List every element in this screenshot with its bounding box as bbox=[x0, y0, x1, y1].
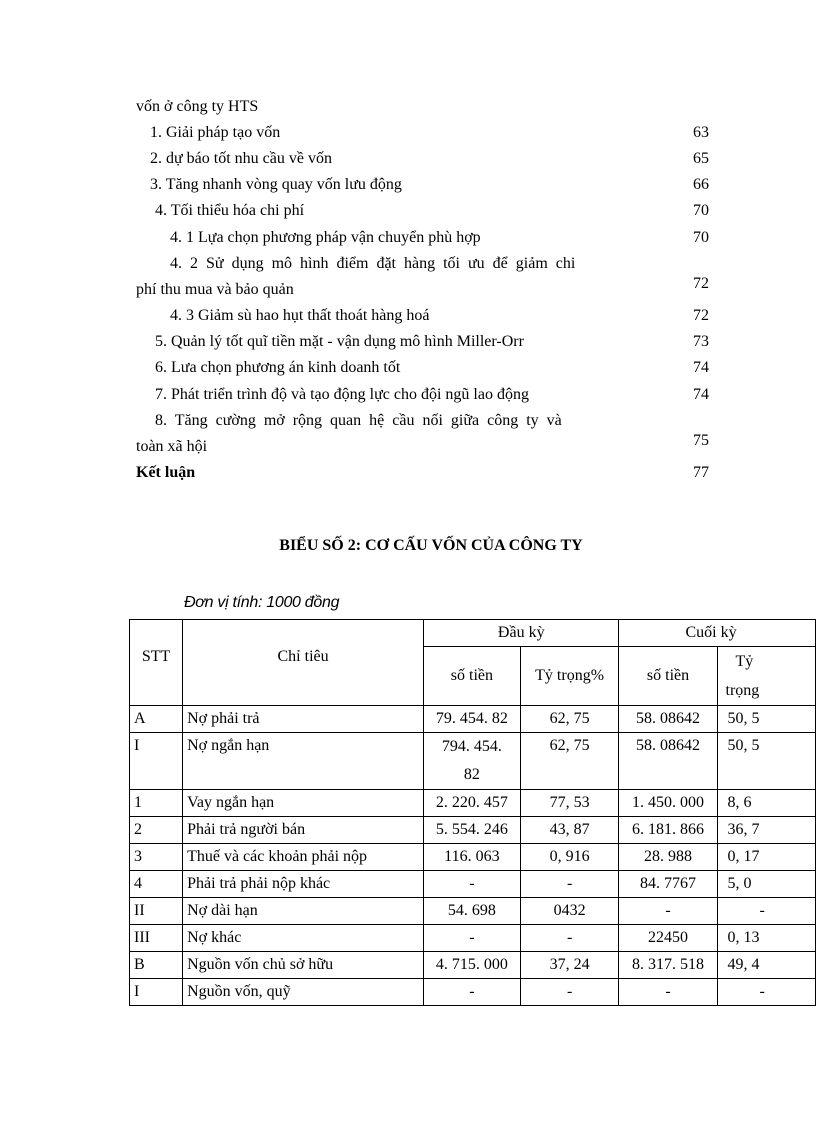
table-row bbox=[130, 979, 816, 1006]
toc-entry: 4. Tối thiểu hóa chi phí bbox=[155, 202, 305, 219]
table-row bbox=[130, 844, 816, 871]
table-row bbox=[130, 952, 816, 979]
toc-page-number: 74 bbox=[693, 386, 709, 403]
header-dau-ky: Đầu kỳ bbox=[424, 620, 619, 647]
cell-share-start: - bbox=[520, 979, 619, 1006]
cell-share-start: 62, 75 bbox=[520, 706, 619, 733]
cell-share-end: 50, 5 bbox=[717, 706, 815, 733]
toc-entry: 4. 2 Sử dụng mô hình điểm đặt hàng tối ưu để giảm chi bbox=[170, 255, 576, 272]
toc-entry: phí thu mua và bảo quản bbox=[136, 281, 294, 298]
cell-stt: II bbox=[130, 898, 183, 925]
cell-name: Nợ khác bbox=[183, 925, 424, 952]
toc-entry: 3. Tăng nhanh vòng quay vốn lưu động bbox=[150, 176, 402, 193]
cell-name: Phải trả người bán bbox=[183, 817, 424, 844]
header-cuoi-ky: Cuối kỳ bbox=[619, 620, 816, 647]
cell-share-end: 8, 6 bbox=[717, 790, 815, 817]
toc-page-number: 70 bbox=[693, 229, 709, 246]
cell-stt: I bbox=[130, 979, 183, 1006]
cell-share-end: 0, 13 bbox=[717, 925, 815, 952]
cell-name: Phải trả phải nộp khác bbox=[183, 871, 424, 898]
cell-amount-end: 1. 450. 000 bbox=[619, 790, 717, 817]
cell-amount-end: 28. 988 bbox=[619, 844, 717, 871]
unit-label: Đơn vị tính: 1000 đồng bbox=[184, 594, 340, 611]
cell-share-start: 0, 916 bbox=[520, 844, 619, 871]
cell-share-end: 36, 7 bbox=[717, 817, 815, 844]
toc-entry: 7. Phát triển trình độ và tạo động lực cho đội ngũ lao động bbox=[155, 386, 529, 403]
table-row bbox=[130, 790, 816, 817]
cell-amount-start: 794. 454. 82 bbox=[424, 733, 521, 790]
toc-page-number: 77 bbox=[693, 464, 709, 481]
cell-amount-start: 54. 698 bbox=[424, 898, 521, 925]
cell-name: Nợ dài hạn bbox=[183, 898, 424, 925]
cell-amount-end: 8. 317. 518 bbox=[619, 952, 717, 979]
table-row bbox=[130, 706, 816, 733]
toc-entry: 4. 1 Lựa chọn phương pháp vận chuyển phù hợp bbox=[170, 229, 481, 246]
cell-stt: III bbox=[130, 925, 183, 952]
cell-amount-start: 4. 715. 000 bbox=[424, 952, 521, 979]
toc-page-number: 72 bbox=[693, 307, 709, 324]
cell-share-end: 49, 4 bbox=[717, 952, 815, 979]
section-title: BIỂU SỐ 2: CƠ CẤU VỐN CỦA CÔNG TY bbox=[279, 537, 583, 554]
cell-share-end: 5, 0 bbox=[717, 871, 815, 898]
toc-entry: 5. Quản lý tốt quĩ tiền mặt - vận dụng mô hình Miller-Orr bbox=[155, 333, 524, 350]
cell-share-start: 0432 bbox=[520, 898, 619, 925]
cell-name: Thuế và các khoản phải nộp bbox=[183, 844, 424, 871]
table-header-row bbox=[130, 620, 816, 647]
cell-share-start: 62, 75 bbox=[520, 733, 619, 790]
cell-share-start: 77, 53 bbox=[520, 790, 619, 817]
toc-page-number: 72 bbox=[693, 275, 709, 292]
header-ty-trong: Tỷ trọng bbox=[717, 647, 815, 706]
table-row bbox=[130, 925, 816, 952]
toc-entry: toàn xã hội bbox=[136, 438, 208, 455]
cell-amount-start: - bbox=[424, 979, 521, 1006]
toc-page-number: 70 bbox=[693, 202, 709, 219]
cell-amount-start: 116. 063 bbox=[424, 844, 521, 871]
cell-name: Nguồn vốn, quỹ bbox=[183, 979, 424, 1006]
cell-amount-end: 84. 7767 bbox=[619, 871, 717, 898]
cell-share-start: 43, 87 bbox=[520, 817, 619, 844]
table-row bbox=[130, 898, 816, 925]
cell-stt: 4 bbox=[130, 871, 183, 898]
cell-share-start: - bbox=[520, 925, 619, 952]
table-row bbox=[130, 733, 816, 790]
cell-share-end: 0, 17 bbox=[717, 844, 815, 871]
header-ty-trong: Tỷ trọng% bbox=[520, 647, 619, 706]
header-stt: STT bbox=[130, 620, 183, 706]
toc-entry: 4. 3 Giảm sù hao hụt thất thoát hàng hoá bbox=[170, 307, 430, 324]
toc-page-number: 66 bbox=[693, 176, 709, 193]
cell-name: Nguồn vốn chủ sở hữu bbox=[183, 952, 424, 979]
cell-name: Nợ ngắn hạn bbox=[183, 733, 424, 790]
header-so-tien: số tiền bbox=[619, 647, 717, 706]
header-so-tien: số tiền bbox=[424, 647, 521, 706]
cell-amount-start: - bbox=[424, 925, 521, 952]
cell-stt: 1 bbox=[130, 790, 183, 817]
cell-amount-end: - bbox=[619, 898, 717, 925]
cell-amount-start: - bbox=[424, 871, 521, 898]
cell-share-end: - bbox=[717, 898, 815, 925]
cell-amount-start: 2. 220. 457 bbox=[424, 790, 521, 817]
cell-share-start: - bbox=[520, 871, 619, 898]
cell-stt: B bbox=[130, 952, 183, 979]
cell-amount-end: 58. 08642 bbox=[619, 733, 717, 790]
table-row bbox=[130, 817, 816, 844]
toc-entry: 8. Tăng cường mở rộng quan hệ cầu nối giữa công ty và bbox=[155, 412, 562, 429]
toc-entry: vốn ở công ty HTS bbox=[136, 98, 259, 115]
cell-stt: A bbox=[130, 706, 183, 733]
cell-amount-end: - bbox=[619, 979, 717, 1006]
toc-entry-conclusion: Kết luận bbox=[136, 464, 196, 481]
capital-structure-table bbox=[129, 619, 816, 1006]
cell-share-end: - bbox=[717, 979, 815, 1006]
cell-share-end: 50, 5 bbox=[717, 733, 815, 790]
table-row bbox=[130, 871, 816, 898]
cell-amount-end: 22450 bbox=[619, 925, 717, 952]
toc-page-number: 74 bbox=[693, 359, 709, 376]
toc-entry: 6. Lưa chọn phương án kinh doanh tốt bbox=[155, 359, 401, 376]
cell-name: Nợ phải trả bbox=[183, 706, 424, 733]
header-chi-tieu: Chỉ tiêu bbox=[183, 620, 424, 706]
cell-amount-end: 6. 181. 866 bbox=[619, 817, 717, 844]
cell-stt: I bbox=[130, 733, 183, 790]
cell-stt: 2 bbox=[130, 817, 183, 844]
toc-page-number: 65 bbox=[693, 150, 709, 167]
toc-entry: 1. Giải pháp tạo vốn bbox=[150, 124, 281, 141]
cell-name: Vay ngắn hạn bbox=[183, 790, 424, 817]
toc-page-number: 73 bbox=[693, 333, 709, 350]
toc-page-number: 75 bbox=[693, 432, 709, 449]
cell-amount-start: 5. 554. 246 bbox=[424, 817, 521, 844]
cell-share-start: 37, 24 bbox=[520, 952, 619, 979]
toc-page-number: 63 bbox=[693, 124, 709, 141]
cell-amount-end: 58. 08642 bbox=[619, 706, 717, 733]
cell-amount-start: 79. 454. 82 bbox=[424, 706, 521, 733]
cell-stt: 3 bbox=[130, 844, 183, 871]
toc-entry: 2. dự báo tốt nhu cầu về vốn bbox=[150, 150, 332, 167]
